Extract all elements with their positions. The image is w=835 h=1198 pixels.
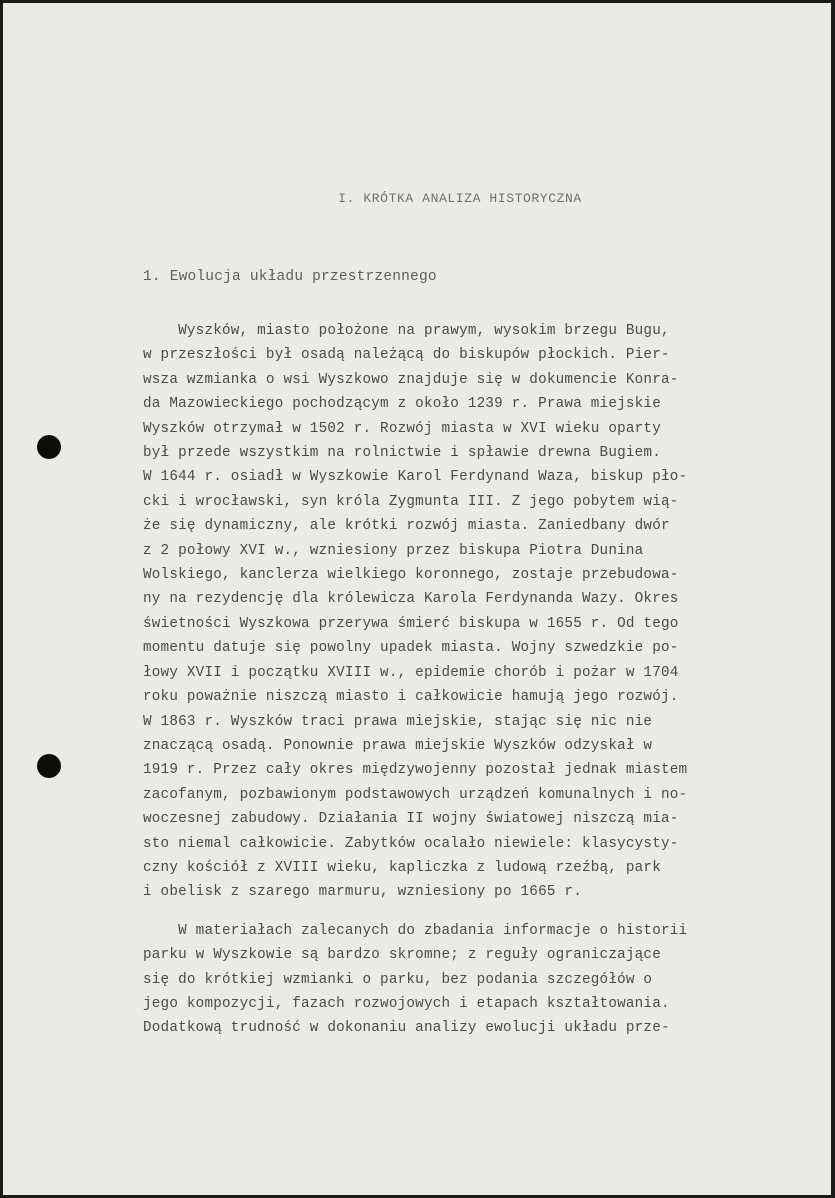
paragraph: Wyszków, miasto położone na prawym, wysokim brzegu Bugu, w przeszłości był osadą należącą do biskupów płockich. Pier- wsza wzmianka o wsi Wyszkowo znajduje się w dokumencie Konra- da Mazowieckiego pochodzącym z około 1239 r. Prawa miejskie Wyszków otrzymał w 1502 r. Rozwój miasta w XVI wieku oparty był przede wszystkim na rolnictwie i spławie drewna Bugiem. W 1644 r. osiadł w Wyszkowie Karol Ferdynand Waza, biskup pło- cki i wrocławski, syn króla Zygmunta III. Z jego pobytem wią- że się dynamiczny, ale krótki rozwój miasta. Zaniedbany dwór z 2 połowy XVI w., wzniesiony przez biskupa Piotra Dunina Wolskiego, kanclerza wielkiego koronnego, zostaje przebudowa- ny na rezydencję dla królewicza Karola Ferdynanda Wazy. Okres świetności Wyszkowa przerywa śmierć biskupa w 1655 r. Od tego momentu datuje się powolny upadek miasta. Wojny szwedzkie po- łowy XVII i początku XVIII w., epidemie chorób i pożar w 1704 roku poważnie niszczą miasto i całkowicie hamują jego rozwój. W 1863 r. Wyszków traci prawa miejskie, stając się nic nie znaczącą osadą. Ponownie prawa miejskie Wyszków odzyskał w 1919 r. Przez cały okres międzywojenny pozostał jednak miastem zacofanym, pozbawionym podstawowych urządzeń komunalnych i no- woczesnej zabudowy. Działania II wojny światowej niszczą mia- sto niemal całkowicie. Zabytków ocalało niewiele: klasycysty- czny kościół z XVIII wieku, kapliczka z ludową rzeźbą, park i obelisk z szarego marmuru, wzniesiony po 1665 r. [143, 323, 688, 901]
typed-text [143, 183, 793, 1041]
paragraph: W materiałach zalecanych do zbadania informacje o historii parku w Wyszkowie są bardzo skromne; z reguły ograniczające się do krótkiej wzmianki o parku, bez podania szczegółów o jego kompozycji, fazach rozwojowych i etapach kształtowania. Dodatkową trudność w dokonaniu analizy ewolucji układu prze- [143, 922, 688, 1037]
section-heading: 1. Ewolucja układu przestrzennego [143, 269, 437, 285]
punch-hole-lower [37, 754, 61, 778]
punch-hole-upper [37, 435, 61, 459]
document-page [3, 3, 831, 1195]
document-title: I. KRÓTKA ANALIZA HISTORYCZNA [338, 191, 582, 206]
